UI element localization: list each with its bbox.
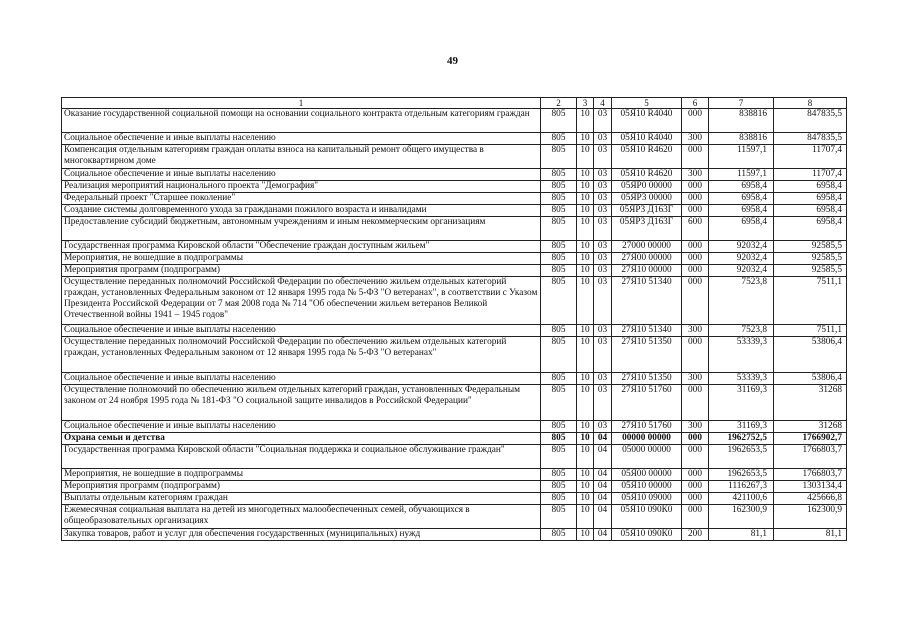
table-row bbox=[62, 481, 847, 493]
section-code-cell: 10 bbox=[577, 109, 594, 133]
budget-table bbox=[61, 97, 847, 541]
table-row bbox=[62, 109, 847, 133]
expense-type-cell: 000 bbox=[682, 337, 709, 373]
item-name-cell: Осуществление полномочий по обеспечению жильем отдельных категорий граждан, установленных Федеральным законом от 24 ноября 1995 года № 181-ФЗ "О социальной защите инвалидов в Российской Федерации" bbox=[62, 385, 541, 421]
subsection-code-cell: 03 bbox=[594, 385, 612, 421]
section-code-cell: 10 bbox=[577, 421, 594, 433]
amount-year2-cell: 7511,1 bbox=[774, 277, 847, 325]
amount-year1-cell: 31169,3 bbox=[709, 385, 774, 421]
expense-type-cell: 300 bbox=[682, 325, 709, 337]
amount-year2-cell: 1766803,7 bbox=[774, 445, 847, 469]
target-article-cell: 27Я00 00000 bbox=[612, 253, 682, 265]
item-name-cell: Выплаты отдельным категориям граждан bbox=[62, 493, 541, 505]
target-article-cell: 05ЯР0 00000 bbox=[612, 181, 682, 193]
section-code-cell: 10 bbox=[577, 505, 594, 529]
section-code-cell: 10 bbox=[577, 325, 594, 337]
subsection-code-cell: 03 bbox=[594, 337, 612, 373]
table-row bbox=[62, 493, 847, 505]
item-name-cell: Социальное обеспечение и иные выплаты населению bbox=[62, 169, 541, 181]
table-row bbox=[62, 529, 847, 541]
amount-year2-cell: 7511,1 bbox=[774, 325, 847, 337]
section-code-cell: 10 bbox=[577, 385, 594, 421]
column-header: 1 bbox=[62, 98, 541, 109]
target-article-cell: 05Я00 00000 bbox=[612, 469, 682, 481]
amount-year1-cell: 1116267,3 bbox=[709, 481, 774, 493]
item-name-cell: Государственная программа Кировской области "Обеспечение граждан доступным жильем" bbox=[62, 241, 541, 253]
item-name-cell: Охрана семьи и детства bbox=[62, 433, 541, 445]
amount-year1-cell: 162300,9 bbox=[709, 505, 774, 529]
amount-year2-cell: 53806,4 bbox=[774, 337, 847, 373]
amount-year2-cell: 6958,4 bbox=[774, 217, 847, 241]
expense-type-cell: 000 bbox=[682, 145, 709, 169]
expense-type-cell: 000 bbox=[682, 109, 709, 133]
target-article-cell: 05Я10 090К0 bbox=[612, 529, 682, 541]
target-article-cell: 27Я10 51760 bbox=[612, 385, 682, 421]
amount-year2-cell: 31268 bbox=[774, 421, 847, 433]
amount-year1-cell: 6958,4 bbox=[709, 193, 774, 205]
grbs-code-cell: 805 bbox=[541, 337, 577, 373]
target-article-cell: 05Я10 090К0 bbox=[612, 505, 682, 529]
item-name-cell: Социальное обеспечение и иные выплаты населению bbox=[62, 421, 541, 433]
target-article-cell: 05ЯР3 00000 bbox=[612, 193, 682, 205]
expense-type-cell: 000 bbox=[682, 385, 709, 421]
expense-type-cell: 000 bbox=[682, 265, 709, 277]
grbs-code-cell: 805 bbox=[541, 265, 577, 277]
subsection-code-cell: 04 bbox=[594, 529, 612, 541]
amount-year1-cell: 7523,8 bbox=[709, 325, 774, 337]
amount-year1-cell: 838816 bbox=[709, 133, 774, 145]
section-code-cell: 10 bbox=[577, 433, 594, 445]
grbs-code-cell: 805 bbox=[541, 529, 577, 541]
table-row bbox=[62, 385, 847, 421]
amount-year2-cell: 6958,4 bbox=[774, 193, 847, 205]
subsection-code-cell: 03 bbox=[594, 325, 612, 337]
subsection-code-cell: 03 bbox=[594, 421, 612, 433]
table-row bbox=[62, 169, 847, 181]
expense-type-cell: 300 bbox=[682, 421, 709, 433]
item-name-cell: Предоставление субсидий бюджетным, автономным учреждениям и иным некоммерческим организациям bbox=[62, 217, 541, 241]
grbs-code-cell: 805 bbox=[541, 205, 577, 217]
section-code-cell: 10 bbox=[577, 469, 594, 481]
item-name-cell: Компенсация отдельным категориям граждан оплаты взноса на капитальный ремонт общего имущества в многоквартирном доме bbox=[62, 145, 541, 169]
target-article-cell: 27000 00000 bbox=[612, 241, 682, 253]
subsection-code-cell: 04 bbox=[594, 433, 612, 445]
section-code-cell: 10 bbox=[577, 253, 594, 265]
target-article-cell: 05Я10 R4620 bbox=[612, 169, 682, 181]
amount-year2-cell: 1766902,7 bbox=[774, 433, 847, 445]
grbs-code-cell: 805 bbox=[541, 505, 577, 529]
subsection-code-cell: 03 bbox=[594, 193, 612, 205]
grbs-code-cell: 805 bbox=[541, 133, 577, 145]
table-row bbox=[62, 145, 847, 169]
amount-year2-cell: 92585,5 bbox=[774, 241, 847, 253]
page-number: 49 bbox=[447, 55, 458, 67]
target-article-cell: 27Я10 51350 bbox=[612, 373, 682, 385]
item-name-cell: Осуществление переданных полномочий Российской Федерации по обеспечению жильем отдельных категорий граждан, установленных Федеральным законом от 12 января 1995 года № 5-ФЗ "О ветеранах" bbox=[62, 337, 541, 373]
subsection-code-cell: 04 bbox=[594, 505, 612, 529]
amount-year2-cell: 11707,4 bbox=[774, 169, 847, 181]
grbs-code-cell: 805 bbox=[541, 253, 577, 265]
subsection-code-cell: 04 bbox=[594, 481, 612, 493]
section-code-cell: 10 bbox=[577, 241, 594, 253]
table-row bbox=[62, 325, 847, 337]
item-name-cell: Осуществление переданных полномочий Российской Федерации по обеспечению жильем отдельных категорий граждан, установленных Федеральным законом от 12 января 1995 года № 5-ФЗ "О ветеранах", в соответствии с Указом Президента Российской Федерации от 7 мая 2008 года № 714 "Об обеспечении жильем ветеранов Великой Отечественной войны 1941 – 1945 годов" bbox=[62, 277, 541, 325]
section-code-cell: 10 bbox=[577, 265, 594, 277]
section-code-cell: 10 bbox=[577, 277, 594, 325]
table-row bbox=[62, 133, 847, 145]
subsection-code-cell: 03 bbox=[594, 241, 612, 253]
column-header: 4 bbox=[594, 98, 612, 109]
grbs-code-cell: 805 bbox=[541, 493, 577, 505]
item-name-cell: Ежемесячная социальная выплата на детей из многодетных малообеспеченных семей, обучающихся в общеобразовательных организациях bbox=[62, 505, 541, 529]
amount-year1-cell: 7523,8 bbox=[709, 277, 774, 325]
amount-year2-cell: 847835,5 bbox=[774, 133, 847, 145]
subsection-code-cell: 04 bbox=[594, 493, 612, 505]
section-code-cell: 10 bbox=[577, 373, 594, 385]
grbs-code-cell: 805 bbox=[541, 481, 577, 493]
amount-year1-cell: 1962752,5 bbox=[709, 433, 774, 445]
subsection-code-cell: 03 bbox=[594, 277, 612, 325]
target-article-cell: 27Я10 51340 bbox=[612, 325, 682, 337]
expense-type-cell: 000 bbox=[682, 181, 709, 193]
subsection-code-cell: 03 bbox=[594, 205, 612, 217]
table-row bbox=[62, 433, 847, 445]
table-row bbox=[62, 421, 847, 433]
target-article-cell: 27Я10 00000 bbox=[612, 265, 682, 277]
amount-year1-cell: 81,1 bbox=[709, 529, 774, 541]
table-row bbox=[62, 193, 847, 205]
expense-type-cell: 000 bbox=[682, 193, 709, 205]
amount-year2-cell: 81,1 bbox=[774, 529, 847, 541]
amount-year1-cell: 11597,1 bbox=[709, 145, 774, 169]
amount-year1-cell: 1962653,5 bbox=[709, 445, 774, 469]
amount-year2-cell: 6958,4 bbox=[774, 205, 847, 217]
target-article-cell: 05ЯР3 Д163Г bbox=[612, 205, 682, 217]
amount-year1-cell: 92032,4 bbox=[709, 265, 774, 277]
amount-year1-cell: 838816 bbox=[709, 109, 774, 133]
column-header: 3 bbox=[577, 98, 594, 109]
target-article-cell: 05Я10 09000 bbox=[612, 493, 682, 505]
expense-type-cell: 000 bbox=[682, 481, 709, 493]
table-row bbox=[62, 181, 847, 193]
subsection-code-cell: 03 bbox=[594, 181, 612, 193]
target-article-cell: 05ЯР3 Д163Г bbox=[612, 217, 682, 241]
table-row bbox=[62, 337, 847, 373]
column-header: 7 bbox=[709, 98, 774, 109]
subsection-code-cell: 04 bbox=[594, 469, 612, 481]
column-header: 2 bbox=[541, 98, 577, 109]
amount-year1-cell: 92032,4 bbox=[709, 253, 774, 265]
grbs-code-cell: 805 bbox=[541, 385, 577, 421]
subsection-code-cell: 03 bbox=[594, 169, 612, 181]
column-header: 6 bbox=[682, 98, 709, 109]
amount-year2-cell: 53806,4 bbox=[774, 373, 847, 385]
expense-type-cell: 300 bbox=[682, 373, 709, 385]
table-row bbox=[62, 205, 847, 217]
amount-year2-cell: 11707,4 bbox=[774, 145, 847, 169]
item-name-cell: Государственная программа Кировской области "Социальная поддержка и социальное обслуживание граждан" bbox=[62, 445, 541, 469]
item-name-cell: Реализация мероприятий национального проекта "Демография" bbox=[62, 181, 541, 193]
item-name-cell: Мероприятия программ (подпрограмм) bbox=[62, 265, 541, 277]
table-row bbox=[62, 505, 847, 529]
target-article-cell: 27Я10 51760 bbox=[612, 421, 682, 433]
subsection-code-cell: 03 bbox=[594, 265, 612, 277]
expense-type-cell: 300 bbox=[682, 133, 709, 145]
subsection-code-cell: 03 bbox=[594, 145, 612, 169]
subsection-code-cell: 04 bbox=[594, 445, 612, 469]
section-code-cell: 10 bbox=[577, 481, 594, 493]
item-name-cell: Социальное обеспечение и иные выплаты населению bbox=[62, 325, 541, 337]
amount-year2-cell: 425666,8 bbox=[774, 493, 847, 505]
expense-type-cell: 200 bbox=[682, 529, 709, 541]
table-row bbox=[62, 445, 847, 469]
amount-year1-cell: 53339,3 bbox=[709, 373, 774, 385]
grbs-code-cell: 805 bbox=[541, 181, 577, 193]
amount-year1-cell: 421100,6 bbox=[709, 493, 774, 505]
amount-year1-cell: 31169,3 bbox=[709, 421, 774, 433]
section-code-cell: 10 bbox=[577, 193, 594, 205]
amount-year2-cell: 1303134,4 bbox=[774, 481, 847, 493]
expense-type-cell: 000 bbox=[682, 277, 709, 325]
subsection-code-cell: 03 bbox=[594, 373, 612, 385]
amount-year1-cell: 11597,1 bbox=[709, 169, 774, 181]
grbs-code-cell: 805 bbox=[541, 445, 577, 469]
grbs-code-cell: 805 bbox=[541, 325, 577, 337]
table-row bbox=[62, 373, 847, 385]
amount-year2-cell: 92585,5 bbox=[774, 265, 847, 277]
section-code-cell: 10 bbox=[577, 181, 594, 193]
target-article-cell: 00000 00000 bbox=[612, 433, 682, 445]
grbs-code-cell: 805 bbox=[541, 193, 577, 205]
expense-type-cell: 000 bbox=[682, 493, 709, 505]
target-article-cell: 05Я10 R4620 bbox=[612, 145, 682, 169]
table-row bbox=[62, 265, 847, 277]
amount-year2-cell: 847835,5 bbox=[774, 109, 847, 133]
section-code-cell: 10 bbox=[577, 217, 594, 241]
amount-year2-cell: 162300,9 bbox=[774, 505, 847, 529]
item-name-cell: Оказание государственной социальной помощи на основании социального контракта отдельным категориям граждан bbox=[62, 109, 541, 133]
table-row bbox=[62, 277, 847, 325]
column-header: 5 bbox=[612, 98, 682, 109]
grbs-code-cell: 805 bbox=[541, 109, 577, 133]
grbs-code-cell: 805 bbox=[541, 145, 577, 169]
amount-year1-cell: 6958,4 bbox=[709, 217, 774, 241]
target-article-cell: 05Я10 R4040 bbox=[612, 133, 682, 145]
expense-type-cell: 000 bbox=[682, 469, 709, 481]
item-name-cell: Социальное обеспечение и иные выплаты населению bbox=[62, 133, 541, 145]
amount-year2-cell: 6958,4 bbox=[774, 181, 847, 193]
expense-type-cell: 300 bbox=[682, 169, 709, 181]
section-code-cell: 10 bbox=[577, 169, 594, 181]
item-name-cell: Закупка товаров, работ и услуг для обеспечения государственных (муниципальных) нужд bbox=[62, 529, 541, 541]
expense-type-cell: 600 bbox=[682, 217, 709, 241]
amount-year2-cell: 31268 bbox=[774, 385, 847, 421]
target-article-cell: 27Я10 51340 bbox=[612, 277, 682, 325]
subsection-code-cell: 03 bbox=[594, 109, 612, 133]
grbs-code-cell: 805 bbox=[541, 433, 577, 445]
grbs-code-cell: 805 bbox=[541, 277, 577, 325]
section-code-cell: 10 bbox=[577, 529, 594, 541]
amount-year2-cell: 92585,5 bbox=[774, 253, 847, 265]
item-name-cell: Мероприятия, не вошедшие в подпрограммы bbox=[62, 253, 541, 265]
item-name-cell: Федеральный проект "Старшее поколение" bbox=[62, 193, 541, 205]
amount-year1-cell: 1962653,5 bbox=[709, 469, 774, 481]
expense-type-cell: 000 bbox=[682, 445, 709, 469]
target-article-cell: 05000 00000 bbox=[612, 445, 682, 469]
target-article-cell: 05Я10 R4040 bbox=[612, 109, 682, 133]
subsection-code-cell: 03 bbox=[594, 133, 612, 145]
table-row bbox=[62, 241, 847, 253]
item-name-cell: Создание системы долговременного ухода за гражданами пожилого возраста и инвалидами bbox=[62, 205, 541, 217]
item-name-cell: Социальное обеспечение и иные выплаты населению bbox=[62, 373, 541, 385]
expense-type-cell: 000 bbox=[682, 505, 709, 529]
table-row bbox=[62, 253, 847, 265]
section-code-cell: 10 bbox=[577, 445, 594, 469]
grbs-code-cell: 805 bbox=[541, 241, 577, 253]
expense-type-cell: 000 bbox=[682, 253, 709, 265]
section-code-cell: 10 bbox=[577, 493, 594, 505]
header-row bbox=[62, 98, 847, 109]
section-code-cell: 10 bbox=[577, 133, 594, 145]
amount-year1-cell: 53339,3 bbox=[709, 337, 774, 373]
subsection-code-cell: 03 bbox=[594, 217, 612, 241]
target-article-cell: 27Я10 51350 bbox=[612, 337, 682, 373]
section-code-cell: 10 bbox=[577, 145, 594, 169]
grbs-code-cell: 805 bbox=[541, 169, 577, 181]
amount-year1-cell: 6958,4 bbox=[709, 205, 774, 217]
table-row bbox=[62, 217, 847, 241]
table-row bbox=[62, 469, 847, 481]
expense-type-cell: 000 bbox=[682, 241, 709, 253]
grbs-code-cell: 805 bbox=[541, 421, 577, 433]
subsection-code-cell: 03 bbox=[594, 253, 612, 265]
column-header: 8 bbox=[774, 98, 847, 109]
grbs-code-cell: 805 bbox=[541, 469, 577, 481]
expense-type-cell: 000 bbox=[682, 433, 709, 445]
item-name-cell: Мероприятия программ (подпрограмм) bbox=[62, 481, 541, 493]
amount-year1-cell: 6958,4 bbox=[709, 181, 774, 193]
item-name-cell: Мероприятия, не вошедшие в подпрограммы bbox=[62, 469, 541, 481]
section-code-cell: 10 bbox=[577, 205, 594, 217]
amount-year2-cell: 1766803,7 bbox=[774, 469, 847, 481]
grbs-code-cell: 805 bbox=[541, 217, 577, 241]
section-code-cell: 10 bbox=[577, 337, 594, 373]
target-article-cell: 05Я10 00000 bbox=[612, 481, 682, 493]
amount-year1-cell: 92032,4 bbox=[709, 241, 774, 253]
grbs-code-cell: 805 bbox=[541, 373, 577, 385]
expense-type-cell: 000 bbox=[682, 205, 709, 217]
